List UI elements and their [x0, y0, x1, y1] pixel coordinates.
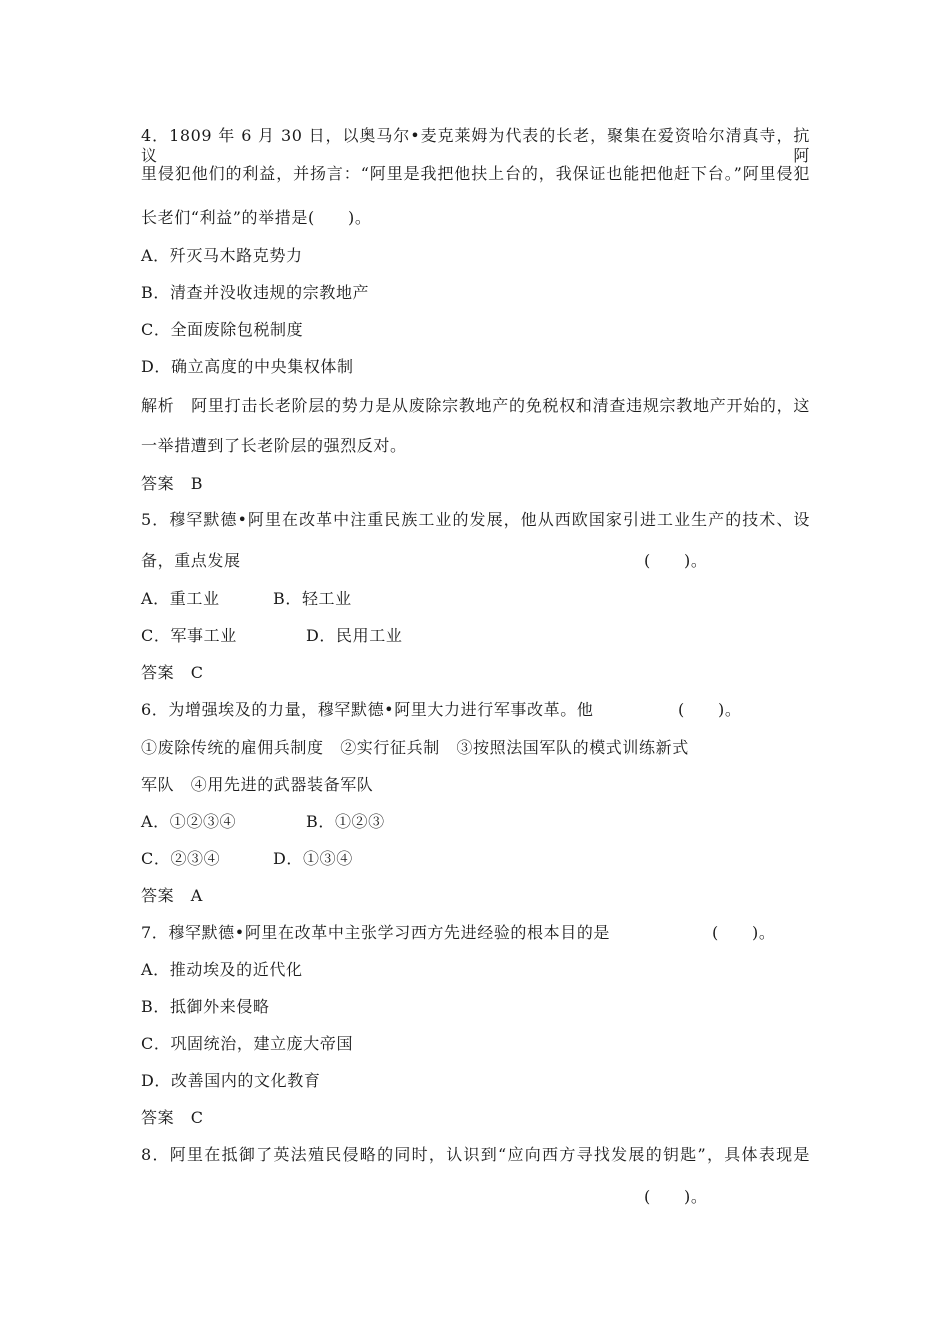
q7-option-b: B．抵御外来侵略 [141, 997, 270, 1016]
q4-option-b: B．清查并没收违规的宗教地产 [141, 283, 370, 302]
q5-option-a: A．重工业 [141, 589, 220, 608]
q5-answer: 答案 C [141, 663, 204, 682]
q6-option-b: B．①②③ [306, 812, 385, 831]
q6-answer-bracket: ( )。 [678, 700, 742, 719]
q4-stem-line-1: 4．1809 年 6 月 30 日，以奥马尔•麦克莱姆为代表的长老，聚集在爱资哈尔清真寺，抗议阿 [141, 126, 810, 165]
q5-answer-bracket: ( )。 [644, 551, 708, 570]
q4-answer: 答案 B [141, 474, 204, 493]
q4-stem-line-3: 长老们“利益”的举措是( )。 [141, 208, 372, 227]
q6-stem-line-1: 6．为增强埃及的力量，穆罕默德•阿里大力进行军事改革。他 [141, 700, 594, 719]
q4-analysis-line-1: 解析 阿里打击长老阶层的势力是从废除宗教地产的免税权和清查违规宗教地产开始的，这 [141, 396, 810, 415]
q6-answer: 答案 A [141, 886, 203, 905]
q4-option-c: C．全面废除包税制度 [141, 320, 304, 339]
q7-stem: 7．穆罕默德•阿里在改革中主张学习西方先进经验的根本目的是 [141, 923, 611, 942]
q5-stem-line-2: 备，重点发展 [141, 551, 241, 570]
q4-option-d: D．确立高度的中央集权体制 [141, 357, 354, 376]
q4-option-a: A．歼灭马木路克势力 [141, 246, 303, 265]
q8-answer-bracket: ( )。 [644, 1187, 708, 1206]
q6-option-c: C．②③④ [141, 849, 221, 868]
q4-analysis-line-2: 一举措遭到了长老阶层的强烈反对。 [141, 436, 407, 455]
q5-option-c: C．军事工业 [141, 626, 237, 645]
q7-answer: 答案 C [141, 1108, 204, 1127]
q5-stem-line-1: 5．穆罕默德•阿里在改革中注重民族工业的发展，他从西欧国家引进工业生产的技术、设 [141, 510, 810, 529]
q7-option-c: C．巩固统治，建立庞大帝国 [141, 1034, 354, 1053]
q6-statements-line-1: ①废除传统的雇佣兵制度 ②实行征兵制 ③按照法国军队的模式训练新式 [141, 738, 689, 757]
q7-answer-bracket: ( )。 [712, 923, 776, 942]
q6-statements-line-2: 军队 ④用先进的武器装备军队 [141, 775, 374, 794]
q5-option-b: B．轻工业 [273, 589, 352, 608]
q6-option-d: D．①③④ [273, 849, 353, 868]
q7-option-d: D．改善国内的文化教育 [141, 1071, 321, 1090]
q6-option-a: A．①②③④ [141, 812, 237, 831]
q4-stem-line-2: 里侵犯他们的利益，并扬言：“阿里是我把他扶上台的，我保证也能把他赶下台。”阿里侵犯 [141, 164, 810, 183]
q7-option-a: A．推动埃及的近代化 [141, 960, 303, 979]
q8-stem: 8．阿里在抵御了英法殖民侵略的同时，认识到“应向西方寻找发展的钥匙”，具体表现是 [141, 1145, 810, 1164]
q5-option-d: D．民用工业 [306, 626, 403, 645]
